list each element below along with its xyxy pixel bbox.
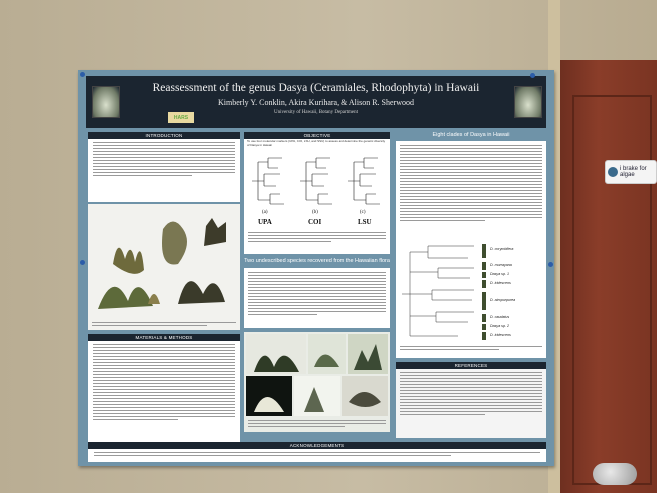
door-knob: [593, 463, 637, 485]
clades-text: [400, 145, 542, 223]
clade-bar-6: [482, 314, 486, 322]
tree-label-upa: UPA: [258, 218, 272, 226]
acknowledgements-panel: [88, 442, 546, 462]
tree-label-lsu: LSU: [358, 218, 372, 226]
clade-bar-4: [482, 280, 486, 288]
objective-heading: OBJECTIVE: [244, 132, 390, 139]
algae-photos: [88, 204, 240, 322]
tree-b-letter: (b): [312, 210, 318, 215]
clade-label-3: Dasya sp. 1: [490, 272, 509, 276]
objective-text: To use four molecular markers (UPA, COI, LSU, and SSU) to assess and determine the genetic diversity of Dasya in Hawaii: [247, 139, 386, 147]
clades-heading: Eight clades of Dasya in Hawaii: [432, 132, 510, 138]
clade-bar-7: [482, 324, 486, 330]
figure-caption: [92, 322, 236, 328]
door-panel: [572, 95, 652, 485]
objective-panel: [244, 132, 390, 254]
pushpin: [80, 260, 85, 265]
species-photo-figure: [244, 332, 390, 432]
poster-title: Reassessment of the genus Dasya (Ceramiales, Rhodophyta) in Hawaii: [152, 82, 480, 94]
poster-authors: Kimberly Y. Conklin, Akira Kurihara, & Alison R. Sherwood: [218, 98, 414, 107]
methods-text: [93, 344, 235, 422]
alga-thumbnail-right: [514, 86, 542, 118]
references-text: [400, 372, 542, 417]
clade-label-5: D. atropurpurea: [490, 298, 516, 302]
clade-bar-3: [482, 272, 486, 278]
introduction-heading: INTRODUCTION: [88, 132, 240, 139]
acknowledgements-text: [94, 452, 540, 458]
two-species-text: [248, 272, 386, 317]
door-sticker: [605, 160, 657, 184]
clade-label-7: Dasya sp. 2: [490, 324, 509, 328]
two-species-heading: Two undescribed species recovered from the Hawaiian flora: [244, 258, 390, 264]
poster: [78, 70, 554, 466]
references-panel: [396, 362, 546, 438]
clade-label-6: D. caudatus: [490, 315, 510, 319]
methods-panel: [88, 334, 240, 454]
sticker-logo-icon: [608, 167, 618, 177]
clade-tree-figure: [396, 238, 546, 358]
poster-header: [86, 76, 546, 128]
clade-bar-1: [482, 244, 486, 258]
tree-label-coi: COI: [308, 218, 322, 226]
references-heading: REFERENCES: [396, 362, 546, 369]
species-photos: [244, 332, 390, 418]
introduction-text: [93, 142, 235, 178]
clade-tree: [398, 242, 478, 346]
logo: HARS: [168, 112, 194, 123]
clade-label-2: D. murrayana: [490, 263, 512, 267]
poster-affiliation: University of Hawaii, Botany Department: [273, 110, 358, 115]
pushpin: [548, 262, 553, 267]
clade-label-8: D. iridescens: [490, 333, 511, 337]
phylogenetic-trees: [248, 156, 386, 206]
clade-bar-5: [482, 292, 486, 310]
acknowledgements-heading: ACKNOWLEDGEMENTS: [88, 442, 546, 449]
pushpin: [80, 72, 85, 77]
introduction-panel: [88, 132, 240, 202]
tree-a-letter: (a): [262, 210, 268, 215]
clade-tree-caption: [400, 346, 542, 352]
pushpin: [530, 73, 535, 78]
methods-heading: MATERIALS & METHODS: [88, 334, 240, 341]
clade-bar-8: [482, 332, 486, 340]
species-photo-caption: [248, 420, 386, 429]
clades-section: [396, 132, 546, 232]
clades-text-panel: [396, 141, 546, 241]
clade-label-4: D. iridescens: [490, 281, 511, 285]
two-species-text-panel: [244, 268, 390, 328]
two-species-section: [244, 258, 390, 338]
tree-c-letter: (c): [360, 210, 366, 215]
clade-label-1: D. corymbifera: [490, 247, 514, 251]
clade-bar-2: [482, 262, 486, 270]
sticker-text: i brake for algae: [620, 166, 647, 178]
trees-caption: [248, 232, 386, 244]
algae-figure: [88, 204, 240, 330]
alga-thumbnail-left: [92, 86, 120, 118]
